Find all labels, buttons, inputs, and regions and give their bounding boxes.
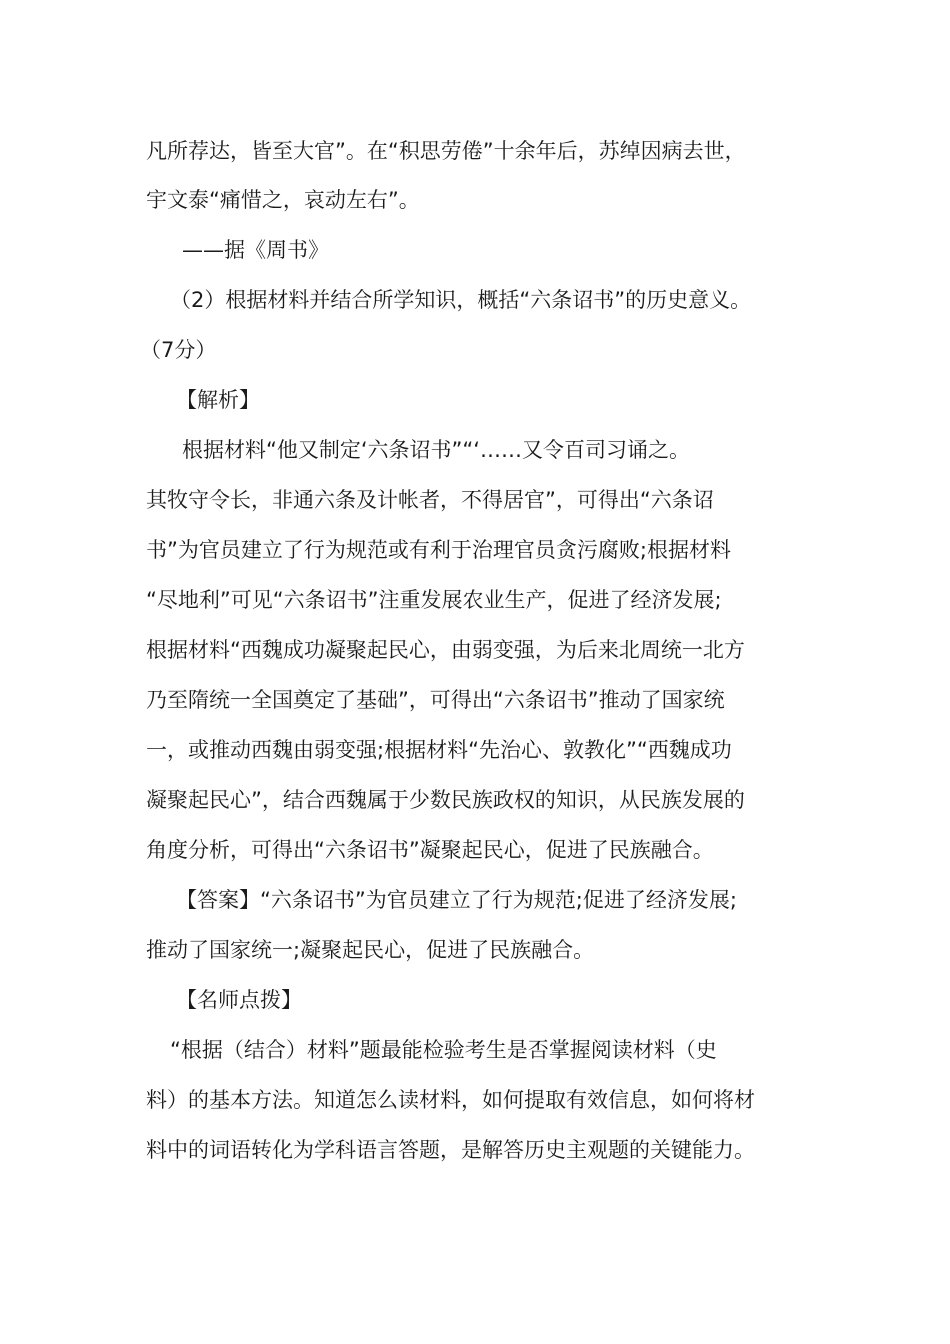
analysis-heading: 【解析】 <box>176 388 260 412</box>
text-line: 宇文泰“痛惜之，哀动左右”。 <box>146 188 420 212</box>
analysis-text-line: 根据材料“西魏成功凝聚起民心，由弱变强，为后来北周统一北方 <box>146 638 745 662</box>
tips-text-line: 料中的词语转化为学科语言答题，是解答历史主观题的关键能力。 <box>146 1138 755 1162</box>
analysis-text-line: 一，或推动西魏由弱变强;根据材料“先治心、敦教化”“西魏成功 <box>146 738 732 762</box>
answer-line: 【答案】“六条诏书”为官员建立了行为规范;促进了经济发展; <box>176 888 737 912</box>
tips-text-line: 料）的基本方法。知道怎么读材料，如何提取有效信息，如何将材 <box>146 1088 755 1112</box>
analysis-text-line: 凝聚起民心”，结合西魏属于少数民族政权的知识，从民族发展的 <box>146 788 745 812</box>
analysis-text-line: 根据材料“他又制定‘六条诏书”“‘……又令百司习诵之。 <box>182 438 690 462</box>
analysis-text-line: 角度分析，可得出“六条诏书”凝聚起民心，促进了民族融合。 <box>146 838 714 862</box>
analysis-text-line: 其牧守令长，非通六条及计帐者，不得居官”，可得出“六条诏 <box>146 488 714 512</box>
source-citation: ——据《周书》 <box>182 238 329 262</box>
analysis-text-line: 书”为官员建立了行为规范或有利于治理官员贪污腐败;根据材料 <box>146 538 731 562</box>
tips-heading: 【名师点拨】 <box>176 988 302 1012</box>
analysis-text-line: “尽地利”可见“六条诏书”注重发展农业生产，促进了经济发展; <box>146 588 722 612</box>
answer-line: 推动了国家统一;凝聚起民心，促进了民族融合。 <box>146 938 595 962</box>
text-line: 凡所荐达，皆至大官”。在“积思劳倦”十余年后，苏绰因病去世， <box>146 139 746 163</box>
analysis-text-line: 乃至隋统一全国奠定了基础”，可得出“六条诏书”推动了国家统 <box>146 688 725 712</box>
question-score: （7分） <box>140 338 217 362</box>
tips-text-line: “根据（结合）材料”题最能检验考生是否掌握阅读材料（史 <box>170 1038 717 1062</box>
question-text: （2）根据材料并结合所学知识，概括“六条诏书”的历史意义。 <box>170 288 752 312</box>
